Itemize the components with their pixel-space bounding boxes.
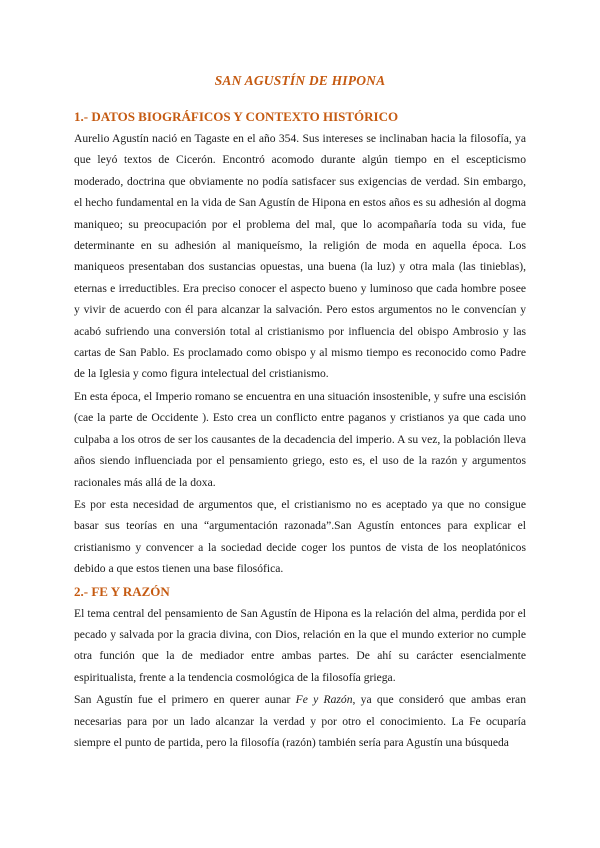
- paragraph: [74, 128, 526, 385]
- paragraph: [74, 603, 526, 689]
- paragraph-text: El tema central del pensamiento de San Agustín de Hipona es la relación del alma, perdida por el pecado y salvada por la gracia divina, con Dios, relación en la que el mundo exterior no cumple otra función que la de mediador entre ambas partes. De ahí su carácter esencialmente espiritualista, frente a la tendencia cosmológica de la filosofía griega.: [74, 606, 526, 684]
- text-run: , ya que consideró que ambas eran necesarias para por un lado alcanzar la verdad y por otro el conocimiento. La Fe ocuparía siempre el punto de partida, pero la filosofía (razón) también sería para Agustín una búsqueda: [74, 693, 527, 749]
- paragraph: [74, 494, 526, 580]
- section-heading-fe-razon: 2.- FE Y RAZÓN: [74, 583, 170, 599]
- document-body: [74, 106, 526, 754]
- paragraph-text: [74, 689, 526, 753]
- paragraph-text: En esta época, el Imperio romano se encuentra en una situación insostenible, y sufre una escisión (cae la parte de Occidente ). Esto crea un conflicto entre paganos y cristianos ya que cada uno culpaba a los otros de ser los causantes de la decadencia del imperio. A su vez, la población lleva años siendo influenciada por el pensamiento griego, esto es, el uso de la razón y argumentos racionales más allá de la doxa.: [74, 389, 526, 489]
- text-run: San Agustín fue el primero en querer aunar: [74, 693, 296, 707]
- paragraph: [74, 386, 526, 493]
- emphasis-text: Fe y Razón: [295, 693, 353, 707]
- paragraph: [74, 689, 526, 753]
- document-title: SAN AGUSTÍN DE HIPONA: [214, 73, 386, 88]
- paragraph-text: Aurelio Agustín nació en Tagaste en el año 354. Sus intereses se inclinaban hacia la filosofía, ya que leyó textos de Cicerón. Encontró acomodo durante algún tiempo en el escepticismo moderado, doctrina que obviamente no podía satisfacer sus exigencias de verdad. Sin embargo, el hecho fundamental en la vida de San Agustín de Hipona en estos años es su adhesión al dogma maniqueo; su preocupación por el problema del mal, que lo acompañaría toda su vida, fue determinante en su adhesión al maniqueísmo, la religión de moda en aquella época. Los maniqueos presentaban dos sustancias opuestas, una buena (la luz) y otra mala (las tinieblas), eternas e irreductibles. Era preciso conocer el aspecto bueno y luminoso que cada hombre posee y vivir de acuerdo con él para alcanzar la salvación. Pero estos argumentos no le convencían y acabó sufriendo una conversión total al cristianismo por influencia del obispo Ambrosio y las cartas de San Pablo. Es proclamado como obispo y al mismo tiempo es reconocido como Padre de la Iglesia y como figura intelectual del cristianismo.: [74, 132, 526, 381]
- paragraph-text: Es por esta necesidad de argumentos que, el cristianismo no es aceptado ya que no consigue basar sus teorías en una “argumentación razonada”.San Agustín entonces para explicar el cristianismo y convencer a la sociedad decide coger los puntos de vista de los neoplatónicos debido a que estos tienen una base filosófica.: [74, 497, 526, 576]
- section-heading-biografia: 1.- DATOS BIOGRÁFICOS Y CONTEXTO HISTÓRICO: [74, 109, 399, 124]
